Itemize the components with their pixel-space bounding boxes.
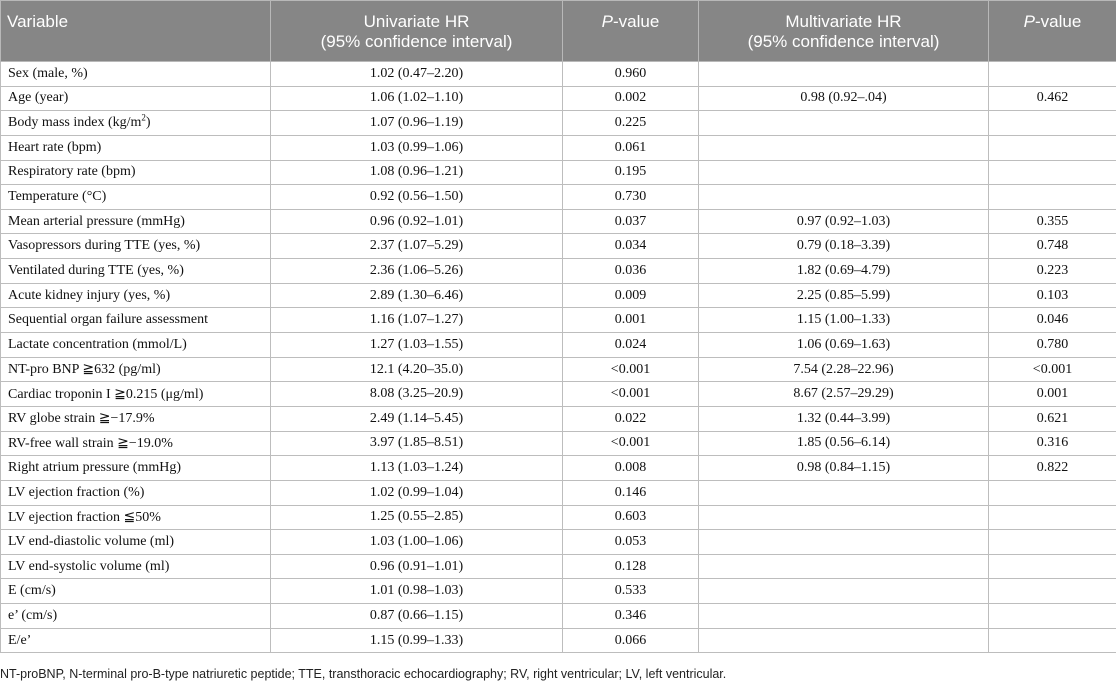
table-row xyxy=(1,579,1116,604)
header-multivariate-p xyxy=(989,1,1116,62)
cell-multivariate-p: 0.462 xyxy=(989,86,1116,111)
cell-multivariate-hr xyxy=(699,505,989,530)
cell-univariate-p: 0.002 xyxy=(563,86,699,111)
header-p-suffix: -value xyxy=(613,12,660,31)
cell-multivariate-hr: 1.06 (0.69–1.63) xyxy=(699,333,989,358)
cell-univariate-p: <0.001 xyxy=(563,382,699,407)
cell-univariate-hr: 1.03 (0.99–1.06) xyxy=(271,135,563,160)
cell-multivariate-hr: 7.54 (2.28–22.96) xyxy=(699,357,989,382)
cell-multivariate-hr xyxy=(699,111,989,136)
cell-multivariate-hr: 2.25 (0.85–5.99) xyxy=(699,283,989,308)
cell-univariate-p: 0.001 xyxy=(563,308,699,333)
table-row xyxy=(1,357,1116,382)
cell-multivariate-p xyxy=(989,505,1116,530)
cell-multivariate-p: 0.001 xyxy=(989,382,1116,407)
cell-variable: Ventilated during TTE (yes, %) xyxy=(1,259,271,284)
header-univariate-line2: (95% confidence interval) xyxy=(320,32,513,51)
cell-univariate-p: 0.533 xyxy=(563,579,699,604)
table-row xyxy=(1,406,1116,431)
cell-univariate-p: 0.128 xyxy=(563,554,699,579)
header-variable-label: Variable xyxy=(7,12,69,31)
cell-multivariate-hr: 0.98 (0.92–.04) xyxy=(699,86,989,111)
table-row xyxy=(1,160,1116,185)
cell-multivariate-p xyxy=(989,111,1116,136)
table-row xyxy=(1,185,1116,210)
cell-univariate-hr: 3.97 (1.85–8.51) xyxy=(271,431,563,456)
cell-univariate-hr: 2.37 (1.07–5.29) xyxy=(271,234,563,259)
cell-univariate-p: 0.066 xyxy=(563,628,699,653)
cell-univariate-p: 0.024 xyxy=(563,333,699,358)
cell-variable-text-after: ) xyxy=(145,115,151,131)
cell-variable: Sex (male, %) xyxy=(1,62,271,87)
table-body xyxy=(1,62,1116,653)
cell-multivariate-hr xyxy=(699,628,989,653)
cell-univariate-hr: 0.96 (0.91–1.01) xyxy=(271,554,563,579)
table-row xyxy=(1,234,1116,259)
header-multivariate-hr xyxy=(699,1,989,62)
header-multivariate-line2: (95% confidence interval) xyxy=(747,32,940,51)
table-row xyxy=(1,62,1116,87)
cell-multivariate-hr: 0.97 (0.92–1.03) xyxy=(699,209,989,234)
table-row xyxy=(1,628,1116,653)
table-row xyxy=(1,554,1116,579)
cell-univariate-p: 0.053 xyxy=(563,530,699,555)
cell-univariate-hr: 1.08 (0.96–1.21) xyxy=(271,160,563,185)
table-row xyxy=(1,209,1116,234)
cell-univariate-hr: 1.13 (1.03–1.24) xyxy=(271,456,563,481)
cell-univariate-hr: 0.87 (0.66–1.15) xyxy=(271,604,563,629)
cell-variable: Lactate concentration (mmol/L) xyxy=(1,333,271,358)
table-header xyxy=(1,1,1116,62)
cell-variable: e’ (cm/s) xyxy=(1,604,271,629)
cell-variable-superscript: 2 xyxy=(141,112,146,123)
cell-variable: Acute kidney injury (yes, %) xyxy=(1,283,271,308)
cell-multivariate-p: 0.822 xyxy=(989,456,1116,481)
cell-multivariate-p xyxy=(989,480,1116,505)
cell-multivariate-p: <0.001 xyxy=(989,357,1116,382)
cell-univariate-hr: 2.36 (1.06–5.26) xyxy=(271,259,563,284)
cell-variable: RV globe strain ≧−17.9% xyxy=(1,406,271,431)
header-p-italic: P xyxy=(1023,12,1036,31)
cell-multivariate-hr xyxy=(699,185,989,210)
cell-univariate-hr: 2.89 (1.30–6.46) xyxy=(271,283,563,308)
cell-variable: LV ejection fraction ≦50% xyxy=(1,505,271,530)
cell-multivariate-hr xyxy=(699,579,989,604)
cell-variable: Age (year) xyxy=(1,86,271,111)
cell-variable: NT-pro BNP ≧632 (pg/ml) xyxy=(1,357,271,382)
cell-univariate-hr: 1.06 (1.02–1.10) xyxy=(271,86,563,111)
cell-multivariate-p: 0.316 xyxy=(989,431,1116,456)
cell-univariate-p: 0.146 xyxy=(563,480,699,505)
table-footnote: NT-proBNP, N-terminal pro-B-type natriuretic peptide; TTE, transthoracic echocardiography; RV, right ventricular; LV, left ventricular. xyxy=(0,667,727,681)
cell-variable: RV-free wall strain ≧−19.0% xyxy=(1,431,271,456)
cell-multivariate-p xyxy=(989,62,1116,87)
table-row xyxy=(1,259,1116,284)
table-row xyxy=(1,135,1116,160)
cell-variable: Sequential organ failure assessment xyxy=(1,308,271,333)
cell-univariate-hr: 8.08 (3.25–20.9) xyxy=(271,382,563,407)
cell-univariate-hr: 1.02 (0.99–1.04) xyxy=(271,480,563,505)
cell-univariate-p: 0.008 xyxy=(563,456,699,481)
cell-univariate-p: 0.009 xyxy=(563,283,699,308)
table-row xyxy=(1,604,1116,629)
cell-multivariate-hr: 1.32 (0.44–3.99) xyxy=(699,406,989,431)
cell-multivariate-p: 0.780 xyxy=(989,333,1116,358)
cell-variable: Temperature (°C) xyxy=(1,185,271,210)
cell-variable-text: Body mass index (kg/m xyxy=(8,115,142,131)
cell-univariate-hr: 0.96 (0.92–1.01) xyxy=(271,209,563,234)
cell-univariate-hr: 2.49 (1.14–5.45) xyxy=(271,406,563,431)
cell-multivariate-p: 0.103 xyxy=(989,283,1116,308)
cell-univariate-p: 0.195 xyxy=(563,160,699,185)
cell-univariate-hr: 1.27 (1.03–1.55) xyxy=(271,333,563,358)
header-univariate-hr xyxy=(271,1,563,62)
cell-univariate-p: 0.346 xyxy=(563,604,699,629)
cell-variable: LV end-systolic volume (ml) xyxy=(1,554,271,579)
cell-multivariate-p xyxy=(989,604,1116,629)
cell-multivariate-hr xyxy=(699,135,989,160)
cell-multivariate-hr xyxy=(699,62,989,87)
cell-variable: LV ejection fraction (%) xyxy=(1,480,271,505)
cell-multivariate-p xyxy=(989,160,1116,185)
cell-variable: LV end-diastolic volume (ml) xyxy=(1,530,271,555)
cell-univariate-p: <0.001 xyxy=(563,431,699,456)
cell-univariate-hr: 1.01 (0.98–1.03) xyxy=(271,579,563,604)
cell-univariate-p: 0.022 xyxy=(563,406,699,431)
cell-variable: E/e’ xyxy=(1,628,271,653)
cell-multivariate-hr: 1.85 (0.56–6.14) xyxy=(699,431,989,456)
cell-multivariate-hr xyxy=(699,480,989,505)
cell-multivariate-hr xyxy=(699,604,989,629)
table-row xyxy=(1,86,1116,111)
cell-variable: E (cm/s) xyxy=(1,579,271,604)
cell-multivariate-p xyxy=(989,185,1116,210)
table-row xyxy=(1,382,1116,407)
cell-multivariate-hr: 8.67 (2.57–29.29) xyxy=(699,382,989,407)
cell-univariate-hr: 1.02 (0.47–2.20) xyxy=(271,62,563,87)
cell-multivariate-hr: 1.15 (1.00–1.33) xyxy=(699,308,989,333)
cell-multivariate-p: 0.223 xyxy=(989,259,1116,284)
cell-univariate-p: 0.034 xyxy=(563,234,699,259)
table-row xyxy=(1,530,1116,555)
cell-univariate-hr: 12.1 (4.20–35.0) xyxy=(271,357,563,382)
cell-variable: Right atrium pressure (mmHg) xyxy=(1,456,271,481)
cell-univariate-p: 0.603 xyxy=(563,505,699,530)
cell-univariate-hr: 1.25 (0.55–2.85) xyxy=(271,505,563,530)
header-p-italic: P xyxy=(601,12,614,31)
table-row xyxy=(1,505,1116,530)
header-univariate-p xyxy=(563,1,699,62)
table-row xyxy=(1,308,1116,333)
cell-univariate-p: 0.037 xyxy=(563,209,699,234)
header-multivariate-line1: Multivariate HR xyxy=(785,12,902,31)
cell-univariate-p: 0.225 xyxy=(563,111,699,136)
cell-variable xyxy=(1,111,271,136)
cell-multivariate-p: 0.355 xyxy=(989,209,1116,234)
cell-multivariate-p: 0.621 xyxy=(989,406,1116,431)
cell-univariate-p: 0.061 xyxy=(563,135,699,160)
cell-variable: Vasopressors during TTE (yes, %) xyxy=(1,234,271,259)
cell-univariate-p: <0.001 xyxy=(563,357,699,382)
cell-multivariate-p: 0.748 xyxy=(989,234,1116,259)
cell-multivariate-p xyxy=(989,135,1116,160)
cell-multivariate-hr: 0.79 (0.18–3.39) xyxy=(699,234,989,259)
cell-univariate-p: 0.730 xyxy=(563,185,699,210)
cell-multivariate-p xyxy=(989,554,1116,579)
cell-univariate-p: 0.036 xyxy=(563,259,699,284)
table-row xyxy=(1,111,1116,136)
cell-multivariate-p xyxy=(989,628,1116,653)
cell-multivariate-hr xyxy=(699,160,989,185)
cell-multivariate-hr xyxy=(699,530,989,555)
cell-univariate-hr: 1.16 (1.07–1.27) xyxy=(271,308,563,333)
header-row xyxy=(1,1,1116,62)
header-variable xyxy=(1,1,271,62)
cell-multivariate-p xyxy=(989,530,1116,555)
cell-multivariate-hr: 0.98 (0.84–1.15) xyxy=(699,456,989,481)
cell-multivariate-p xyxy=(989,579,1116,604)
cell-variable: Heart rate (bpm) xyxy=(1,135,271,160)
cell-univariate-hr: 1.03 (1.00–1.06) xyxy=(271,530,563,555)
cell-multivariate-hr: 1.82 (0.69–4.79) xyxy=(699,259,989,284)
table-row xyxy=(1,283,1116,308)
cell-univariate-hr: 1.15 (0.99–1.33) xyxy=(271,628,563,653)
cell-multivariate-p: 0.046 xyxy=(989,308,1116,333)
cell-variable: Mean arterial pressure (mmHg) xyxy=(1,209,271,234)
table-row xyxy=(1,480,1116,505)
cell-univariate-hr: 1.07 (0.96–1.19) xyxy=(271,111,563,136)
table-row xyxy=(1,333,1116,358)
cell-univariate-hr: 0.92 (0.56–1.50) xyxy=(271,185,563,210)
table-row xyxy=(1,431,1116,456)
cell-variable: Cardiac troponin I ≧0.215 (μg/ml) xyxy=(1,382,271,407)
cell-variable: Respiratory rate (bpm) xyxy=(1,160,271,185)
cell-univariate-p: 0.960 xyxy=(563,62,699,87)
header-p-suffix: -value xyxy=(1035,12,1082,31)
cell-multivariate-hr xyxy=(699,554,989,579)
header-univariate-line1: Univariate HR xyxy=(363,12,470,31)
table-row xyxy=(1,456,1116,481)
